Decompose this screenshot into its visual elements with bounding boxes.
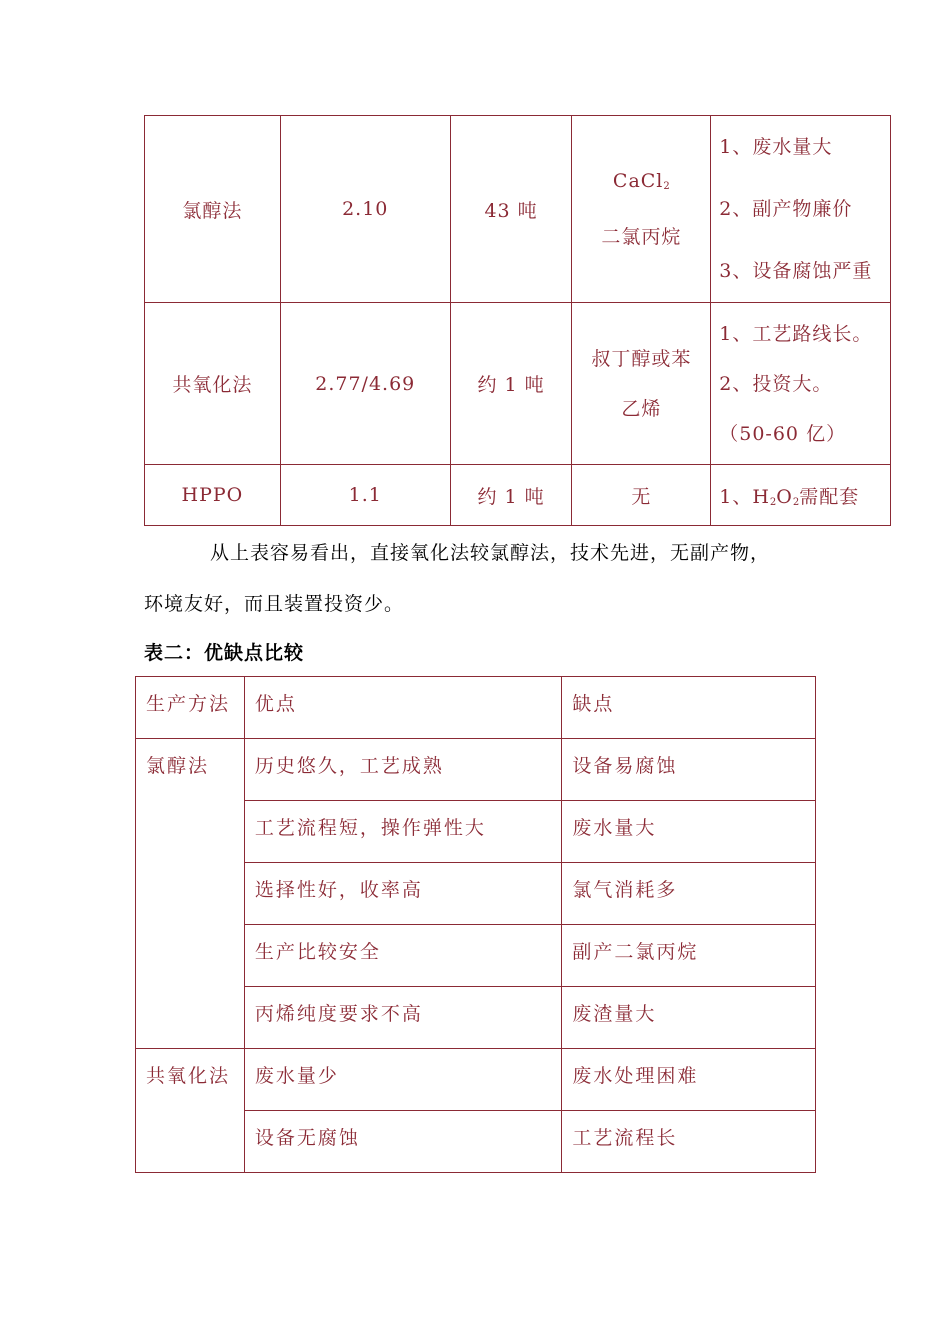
byproduct-line: 乙烯 <box>621 397 662 420</box>
con-cell: 废水处理困难 <box>562 1049 816 1111</box>
note-line: 1、工艺路线长。 <box>719 322 873 345</box>
byproduct-line: CaCl$_2$ <box>612 170 670 192</box>
method-cell: 共氧化法 <box>145 303 281 465</box>
method-cell: 共氧化法 <box>136 1049 245 1173</box>
table-row <box>145 465 891 526</box>
ratio-cell: 1.1 <box>280 465 450 526</box>
amount-cell: 约 1 吨 <box>450 465 572 526</box>
byproduct-cell <box>572 116 711 303</box>
pro-cell: 生产比较安全 <box>244 925 562 987</box>
comparison-table-1 <box>144 115 891 526</box>
con-cell: 工艺流程长 <box>562 1111 816 1173</box>
table-row <box>136 1049 816 1111</box>
pro-cell: 选择性好，收率高 <box>244 863 562 925</box>
ratio-cell: 2.77/4.69 <box>280 303 450 465</box>
table-caption: 表二：优缺点比较 <box>144 642 305 664</box>
byproduct-line: 叔丁醇或苯 <box>591 347 692 370</box>
notes-cell: 1、$H_2O_2$需配套 <box>711 465 891 526</box>
note-line: 1、废水量大 <box>719 136 833 158</box>
notes-cell <box>711 303 891 465</box>
note-line: 2、投资大。 <box>719 372 833 395</box>
con-cell: 设备易腐蚀 <box>562 739 816 801</box>
method-cell: 氯醇法 <box>136 739 245 1049</box>
pros-cons-table <box>135 676 816 1173</box>
notes-cell <box>711 116 891 303</box>
pro-cell: 废水量少 <box>244 1049 562 1111</box>
byproduct-cell <box>572 303 711 465</box>
byproduct-line: 二氯丙烷 <box>601 226 682 248</box>
table-header-row <box>136 677 816 739</box>
note-line: （50-60 亿） <box>719 422 847 445</box>
pro-cell: 历史悠久，工艺成熟 <box>244 739 562 801</box>
amount-cell: 43 吨 <box>450 116 572 303</box>
con-cell: 废水量大 <box>562 801 816 863</box>
pro-cell: 工艺流程短，操作弹性大 <box>244 801 562 863</box>
con-cell: 副产二氯丙烷 <box>562 925 816 987</box>
con-cell: 废渣量大 <box>562 987 816 1049</box>
con-cell: 氯气消耗多 <box>562 863 816 925</box>
table-row <box>145 303 891 465</box>
header-pros: 优点 <box>244 677 562 739</box>
byproduct-cell: 无 <box>572 465 711 526</box>
amount-cell: 约 1 吨 <box>450 303 572 465</box>
header-cons: 缺点 <box>562 677 816 739</box>
note-line: 3、设备腐蚀严重 <box>719 260 873 282</box>
table-row <box>145 116 891 303</box>
pro-cell: 设备无腐蚀 <box>244 1111 562 1173</box>
paragraph-line-1: 从上表容易看出，直接氧化法较氯醇法，技术先进，无副产物， <box>210 542 771 564</box>
table-row <box>136 739 816 801</box>
method-cell: 氯醇法 <box>145 116 281 303</box>
note-line: 2、副产物廉价 <box>719 198 853 220</box>
header-method: 生产方法 <box>136 677 245 739</box>
paragraph-line-2: 环境友好，而且装置投资少。 <box>144 593 405 615</box>
ratio-cell: 2.10 <box>280 116 450 303</box>
pro-cell: 丙烯纯度要求不高 <box>244 987 562 1049</box>
method-cell: HPPO <box>145 465 281 526</box>
